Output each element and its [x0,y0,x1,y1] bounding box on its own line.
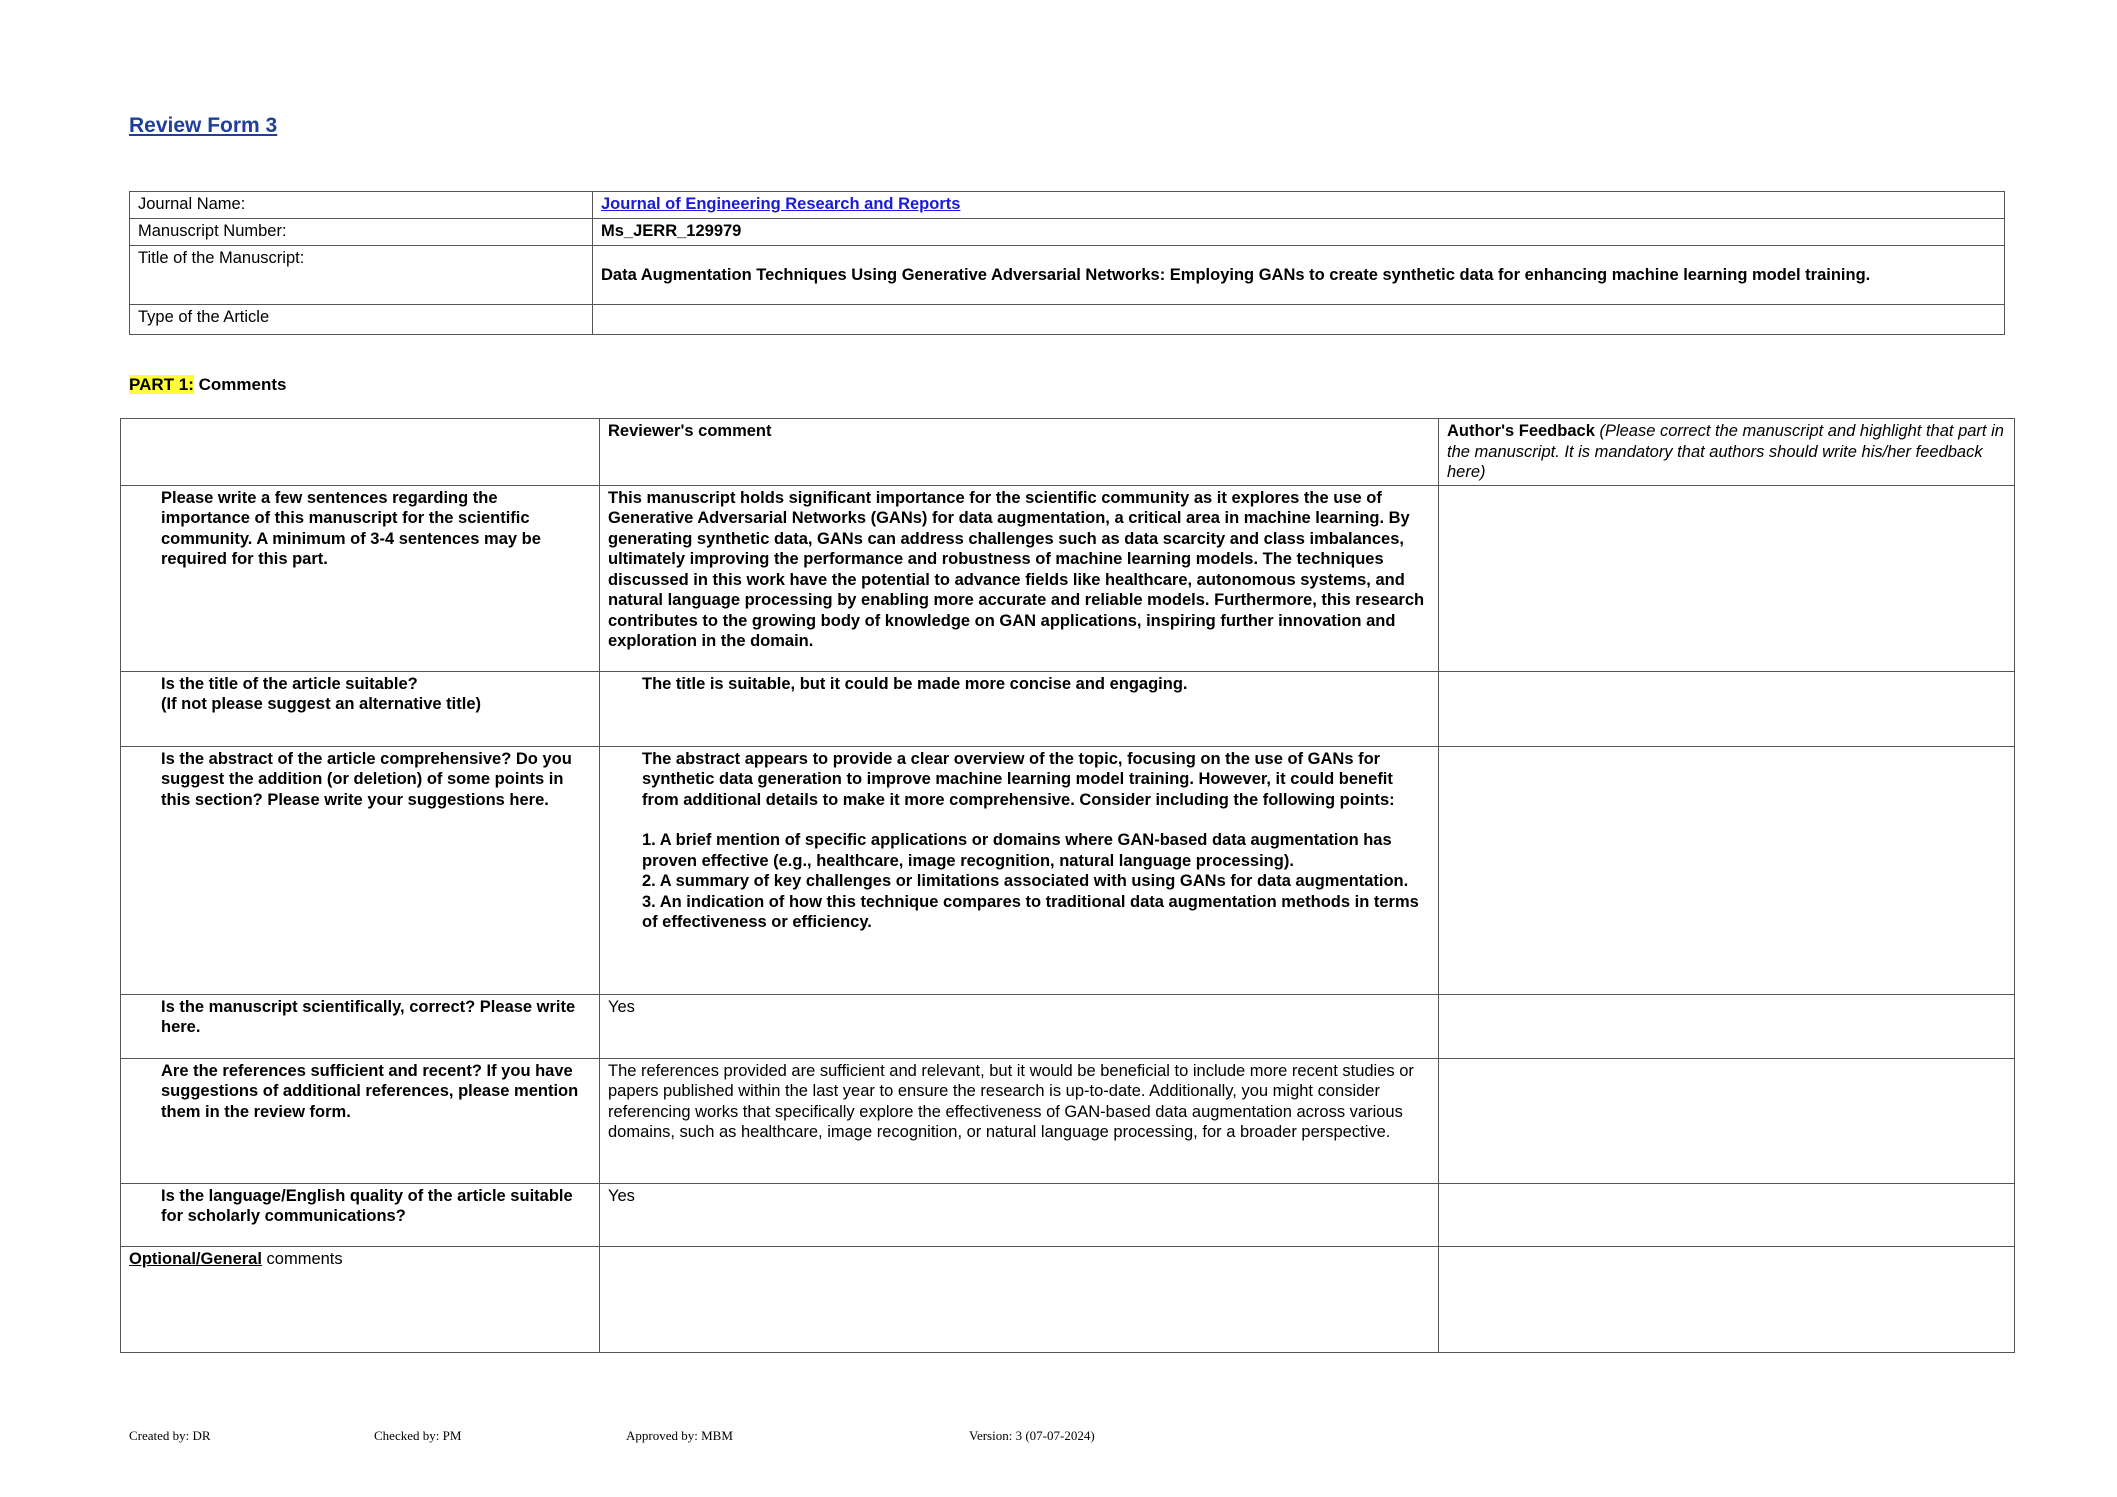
part-heading [129,375,286,395]
table-row [121,746,2015,994]
form-title[interactable]: Review Form 3 [129,114,278,137]
author-feedback-cell[interactable] [1439,994,2015,1058]
comment-point: 2. A summary of key challenges or limitations associated with using GANs for data augmentation. [642,872,1409,890]
manuscript-title-row [130,246,2005,305]
reviewer-comment[interactable]: Yes [600,1183,1439,1246]
table-row [121,671,2015,746]
optional-label-rest: comments [261,1249,343,1268]
table-row [121,1183,2015,1246]
table-row [121,994,2015,1058]
footer-created: Created by: DR [129,1428,211,1443]
part-title: Comments [198,375,287,394]
manuscript-number-value: Ms_JERR_129979 [593,219,2005,246]
comment-paragraph: The abstract appears to provide a clear overview of the topic, focusing on the use of GANs for synthetic data generation to improve machine learning model training. However, it could benefit from additional details to make it more comprehensive. Consider including the following points: [642,749,1395,809]
question [121,671,600,746]
author-feedback-cell[interactable] [1439,1058,2015,1183]
optional-comments-row [121,1246,2015,1352]
header-row [121,419,2015,486]
author-feedback-cell[interactable] [1439,671,2015,746]
comments-table [120,418,2015,1353]
comment-point: 3. An indication of how this technique compares to traditional data augmentation methods in terms of effectiveness or efficiency. [642,892,1419,931]
question-line: (If not please suggest an alternative title) [161,695,481,713]
author-feedback-header [1439,419,2015,486]
manuscript-title-label: Title of the Manuscript: [130,246,593,305]
article-type-row [130,305,2005,335]
part-label: PART 1: [129,375,194,394]
reviewer-comment-header: Reviewer's comment [600,419,1439,486]
journal-row [130,192,2005,219]
table-row [121,1058,2015,1183]
reviewer-comment[interactable]: Yes [600,994,1439,1058]
reviewer-comment[interactable] [600,746,1439,994]
author-feedback-cell[interactable] [1439,485,2015,671]
author-feedback-cell[interactable] [1439,746,2015,994]
article-type-value [593,305,2005,335]
author-feedback-title: Author's Feedback [1447,422,1595,440]
table-row [121,485,2015,671]
optional-comments-label [121,1246,600,1352]
manuscript-title-value: Data Augmentation Techniques Using Generative Adversarial Networks: Employing GANs to create synthetic data for enhancing machine learning model training. [593,246,2005,305]
manuscript-number-label: Manuscript Number: [130,219,593,246]
reviewer-comment[interactable]: The references provided are sufficient and relevant, but it would be beneficial to include more recent studies or papers published within the last year to ensure the research is up-to-date. Additionally, you might consider referencing works that specifically explore the effectiveness of GAN-based data augmentation across various domains, such as healthcare, image recognition, or natural language processing, for a broader perspective. [600,1058,1439,1183]
author-feedback-note: (Please correct the manuscript and highlight that part in the manuscript. It is mandatory that authors should write his/her feedback here) [1447,422,2004,481]
journal-label: Journal Name: [130,192,593,219]
footer-version: Version: 3 (07-07-2024) [969,1428,1095,1443]
footer-checked: Checked by: PM [374,1428,462,1443]
question-line: Is the title of the article suitable? [161,674,418,693]
optional-author-feedback[interactable] [1439,1246,2015,1352]
author-feedback-cell[interactable] [1439,1183,2015,1246]
reviewer-comment[interactable]: This manuscript holds significant importance for the scientific community as it explores the use of Generative Adversarial Networks (GANs) for data augmentation, a critical area in machine learning. By generating synthetic data, GANs can address challenges such as data scarcity and class imbalances, ultimately improving the performance and robustness of machine learning models. The techniques discussed in this work have the potential to advance fields like healthcare, autonomous systems, and natural language processing by enabling more accurate and reliable models. Furthermore, this research contributes to the growing body of knowledge on GAN applications, inspiring further innovation and exploration in the domain. [600,485,1439,671]
journal-link[interactable]: Journal of Engineering Research and Reports [601,195,961,213]
question: Is the language/English quality of the article suitable for scholarly communications? [121,1183,600,1246]
optional-reviewer-comment[interactable] [600,1246,1439,1352]
footer-approved: Approved by: MBM [626,1428,733,1443]
comment-point: 1. A brief mention of specific applications or domains where GAN-based data augmentation has proven effective (e.g., healthcare, image recognition, natural language processing). [642,831,1392,870]
manuscript-number-row [130,219,2005,246]
article-type-label: Type of the Article [130,305,593,335]
question: Please write a few sentences regarding the importance of this manuscript for the scientific community. A minimum of 3-4 sentences may be required for this part. [121,485,600,671]
optional-label-bold: Optional/General [129,1249,262,1268]
question: Is the abstract of the article comprehensive? Do you suggest the addition (or deletion) of some points in this section? Please write your suggestions here. [121,746,600,994]
reviewer-comment[interactable]: The title is suitable, but it could be made more concise and engaging. [600,671,1439,746]
question: Is the manuscript scientifically, correct? Please write here. [121,994,600,1058]
question: Are the references sufficient and recent? If you have suggestions of additional references, please mention them in the review form. [121,1058,600,1183]
manuscript-info-table [129,191,2005,335]
